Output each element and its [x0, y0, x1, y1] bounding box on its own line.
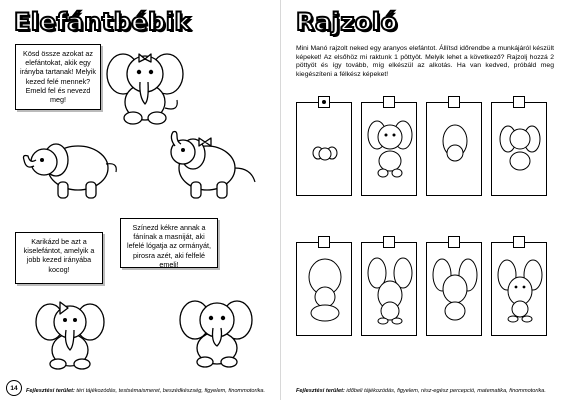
left-footer-text: téri tájékozódás, testsémaismeret, beszédkészség, figyelem, finommotorika.: [76, 388, 266, 394]
drawing-step-panel: [296, 102, 352, 196]
right-footer-text: időbeli tájékozódás, figyelem, rész-egész percepció, matematika, finommotorika.: [346, 388, 546, 394]
elephant-legs-icon: [433, 255, 477, 325]
right-footer-label: Fejlesztési terület:: [296, 388, 345, 394]
drawing-step-panel: [361, 102, 417, 196]
left-page-title: Elefántbébik: [14, 8, 191, 36]
drawing-step-panel: [491, 242, 547, 336]
drawing-step-panel: [426, 102, 482, 196]
left-footer: [26, 388, 265, 394]
page-number: 14: [6, 380, 22, 396]
right-page-intro: Mini Manó rajzolt neked egy aranyos elefántot. Állítsd időrendbe a munkájáról készült képeket! Az elsőhöz mi raktunk 1 pöttyöt. Melyik lehet a következő? Rajzolj hozzá 2 pöttyöt és így tovább, míg elkészül az alkotás. Ha van kedved, próbáld meg kiegészíteni a félkész képeket!: [296, 45, 554, 78]
drawing-step-panel: [361, 242, 417, 336]
elephant-nearly-complete-icon: [368, 119, 412, 179]
step-number-box[interactable]: [383, 236, 395, 248]
elephant-running-right-icon: [165, 128, 265, 203]
step-number-box[interactable]: [383, 96, 395, 108]
drawing-step-panel: [491, 102, 547, 196]
elephant-sitting-icon: [105, 42, 185, 127]
instruction-box-connect: Kösd össze azokat az elefántokat, akik egy irányba tartanak! Melyik kezed felé mennek? Emeld fel és nevezd meg!: [15, 44, 101, 110]
right-page: [281, 0, 562, 400]
step-number-box[interactable]: [318, 96, 330, 108]
drawing-step-panel: [296, 242, 352, 336]
right-page-title: Rajzoló: [296, 8, 398, 36]
step-number-box[interactable]: [513, 96, 525, 108]
elephant-body-icon: [303, 257, 347, 323]
elephant-head-outline-icon: [435, 123, 475, 167]
dot-mark: [322, 100, 326, 104]
elephant-final-icon: [498, 255, 542, 325]
elephant-head-partial-icon: [313, 145, 337, 163]
elephant-bow-icon: [30, 292, 110, 372]
left-page: [0, 0, 280, 400]
drawing-step-panel: [426, 242, 482, 336]
elephant-trunk-up-icon: [175, 290, 260, 370]
step-number-box[interactable]: [513, 236, 525, 248]
elephant-ears-icon: [500, 121, 540, 177]
instruction-box-circle: Karikázd be azt a kiselefántot, amelyik a jobb kezed irányába kocog!: [15, 232, 103, 284]
step-number-box[interactable]: [318, 236, 330, 248]
instruction-box-color-bows: Színezd kékre annak a fánínak a masniját, aki lefelé lógatja az ormányát, pirosra azét, aki felfelé emeli!: [120, 218, 218, 268]
elephant-complete-icon: [368, 255, 412, 325]
left-footer-label: Fejlesztési terület:: [26, 388, 75, 394]
step-number-box[interactable]: [448, 236, 460, 248]
elephant-running-left-icon: [20, 130, 120, 205]
right-footer: [296, 388, 546, 394]
step-number-box[interactable]: [448, 96, 460, 108]
